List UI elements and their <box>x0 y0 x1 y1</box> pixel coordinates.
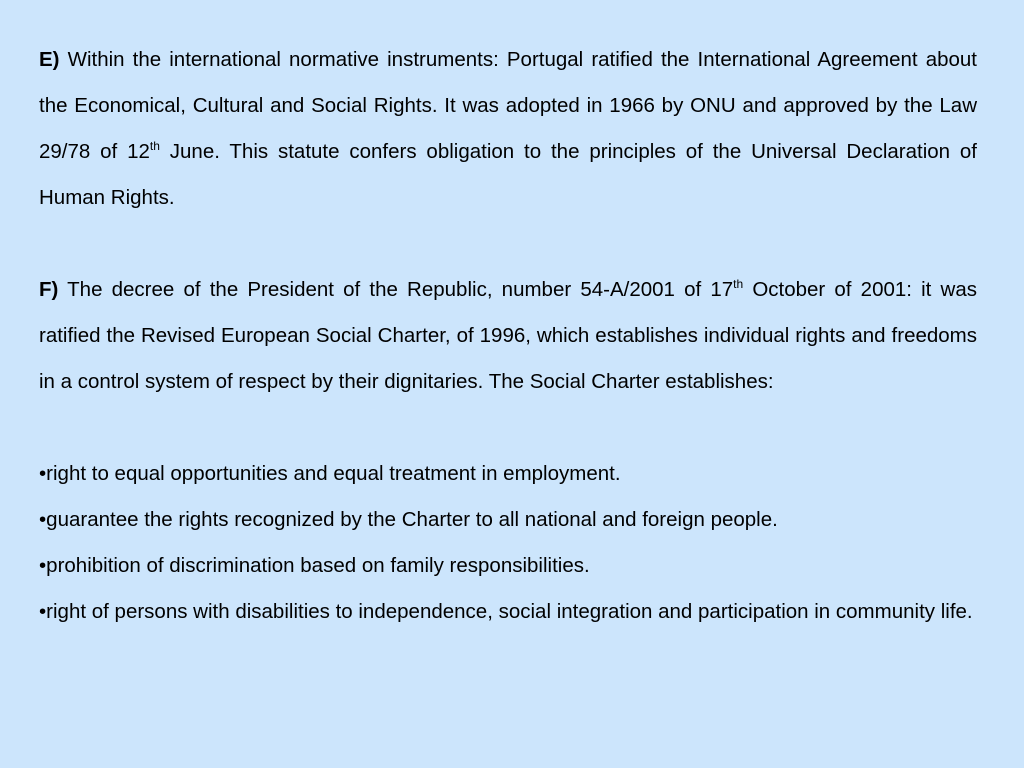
bullet-item-non-discrimination: •prohibition of discrimination based on family responsibilities. <box>39 554 590 577</box>
paragraph-e-text-1: Within the international normative instruments: Portugal ratified the International Agreement about the Economical, Cultural and Social Rights. It was adopted in 1966 by ONU and approved by the Law 29/78 of 12 <box>39 48 977 163</box>
paragraph-e-text-2: June. This statute confers obligation to the principles of the Universal Declaration of Human Rights. <box>39 140 977 209</box>
paragraph-e-marker: E) <box>39 48 60 71</box>
paragraph-f-text-2: October of 2001: it was ratified the Revised European Social Charter, of 1996, which establishes individual rights and freedoms in a control system of respect by their dignitaries. The Social Charter establishes: <box>39 278 977 393</box>
charter-bullet-list <box>39 451 977 635</box>
paragraph-e-superscript: th <box>149 139 160 153</box>
paragraph-spacer <box>39 405 977 451</box>
paragraph-f <box>39 267 977 405</box>
paragraph-e <box>39 37 977 221</box>
bullet-item-charter-rights: •guarantee the rights recognized by the Charter to all national and foreign people. <box>39 508 778 531</box>
bullet-item-disabilities-rights: •right of persons with disabilities to independence, social integration and participation in community life. <box>39 600 973 623</box>
paragraph-f-marker: F) <box>39 278 59 301</box>
bullet-item-equal-opportunities: •right to equal opportunities and equal treatment in employment. <box>39 462 621 485</box>
paragraph-f-text-1: The decree of the President of the Republic, number 54-A/2001 of 17 <box>58 278 734 301</box>
paragraph-spacer <box>39 221 977 267</box>
paragraph-f-superscript: th <box>733 277 744 291</box>
